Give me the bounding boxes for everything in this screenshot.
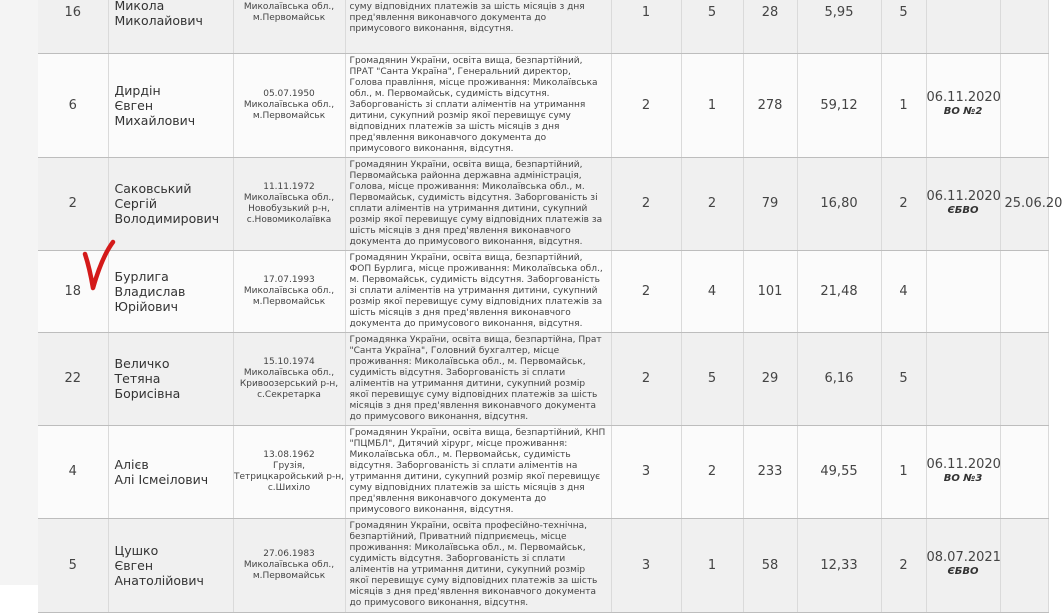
table-row (38, 53, 1048, 157)
candidate-name (108, 518, 233, 612)
date-value: 06.11.2020 (926, 188, 1001, 204)
value-a: 2 (611, 250, 681, 332)
value-e: 4 (881, 250, 926, 332)
birth-info-line: Миколаївська обл., (243, 192, 335, 203)
table-row (38, 518, 1048, 612)
date-note: ЄБВО (947, 204, 979, 216)
row-number: 6 (38, 53, 108, 157)
birth-info-line: Миколаївська обл., (243, 99, 335, 110)
birth-info-line: Грузія, Тетрицкаройський р-н, с.Шихіло (234, 460, 344, 493)
birth-info-line: Кривоозерський р-н, (239, 378, 339, 389)
date-value: 06.11.2020 (926, 456, 1001, 472)
birth-info-line: Новобузький р-н, (248, 203, 330, 214)
candidate-name (108, 53, 233, 157)
date-note: ЄБВО (947, 566, 979, 577)
row-number: 16 (38, 0, 108, 53)
birth-info-line: 13.08.1962 (263, 449, 315, 460)
birth-info-line: м.Первомайськ (252, 110, 326, 121)
candidate-name (108, 250, 233, 332)
candidate-name-part: Саковський (114, 181, 192, 196)
birth-info-line: м.Первомайськ (252, 570, 326, 581)
value-b: 1 (681, 53, 743, 157)
table-row (38, 157, 1048, 250)
value-b: 2 (681, 157, 743, 250)
value-votes: 79 (743, 157, 797, 250)
extra-date (1000, 0, 1048, 53)
value-b: 4 (681, 250, 743, 332)
candidate-name (108, 0, 233, 53)
candidate-name-part: Миколайович (114, 12, 203, 28)
birth-info-line: м.Первомайськ (252, 296, 326, 307)
value-b: 1 (681, 518, 743, 612)
candidate-name-part: Сергій (114, 196, 158, 211)
value-votes: 101 (743, 250, 797, 332)
candidate-name-part: Юрійович (114, 298, 179, 314)
value-b: 5 (681, 0, 743, 53)
candidate-description: Громадянин України, освіта вища, безпартійний, КНП "ПЦМБЛ", Дитячий хірург, місце проживання: Миколаївська обл., м. Первомайськ, судимість відсутня. Заборгованість зі сплати аліментів на утримання дитини, сукупний розмір якої перевищує суму відповідних платежів за шість місяців з дня пред'явлення виконавчого документа до примусового виконання, відсутня. (345, 425, 611, 518)
row-number: 4 (38, 425, 108, 518)
value-votes: 233 (743, 425, 797, 518)
candidate-name-part: Дирдін (114, 82, 161, 98)
value-b: 5 (681, 332, 743, 425)
birth-info-line: м.Первомайськ (252, 12, 326, 23)
value-e: 2 (881, 157, 926, 250)
candidates-table (38, 0, 1062, 613)
candidate-name-part: Євген (114, 97, 154, 113)
birth-info-line: с.Новомиколаївка (246, 214, 332, 225)
candidate-name-part: Алі Ісмеілович (114, 471, 209, 487)
birth-info (233, 332, 345, 425)
value-a: 2 (611, 157, 681, 250)
value-percent: 21,48 (797, 250, 881, 332)
birth-info (233, 0, 345, 53)
value-percent: 5,95 (797, 0, 881, 53)
left-margin-strip (0, 0, 39, 585)
candidate-description: суму відповідних платежів за шість місяців з дня пред'явлення виконавчого документа до примусового виконання, відсутня. (345, 0, 611, 53)
value-b: 2 (681, 425, 743, 518)
value-votes: 28 (743, 0, 797, 53)
value-percent: 6,16 (797, 332, 881, 425)
candidate-description: Громадянин України, освіта вища, безпартійний, Первомайська районна державна адміністрація, Голова, місце проживання: Миколаївська обл., м. Первомайськ, судимість відсутня. Заборгованість зі сплати аліментів на утримання дитини, сукупний розмір якої перевищує суму відповідних платежів за шість місяців з дня пред'явлення виконавчого документа до примусового виконання, відсутня. (345, 157, 611, 250)
candidate-name-part: Анатолійович (114, 572, 204, 588)
date-note: ВО №3 (943, 472, 983, 484)
candidate-name-part: Алієв (114, 456, 149, 472)
birth-info-line: 27.06.1983 (263, 548, 315, 559)
birth-info-line: 15.10.1974 (263, 356, 315, 367)
extra-date (1000, 518, 1048, 612)
table-row (38, 250, 1048, 332)
candidate-name (108, 425, 233, 518)
candidate-name-part: Величко (114, 356, 170, 371)
value-votes: 58 (743, 518, 797, 612)
date-value: 08.07.2021 (926, 550, 1001, 565)
candidate-description: Громадянин України, освіта професійно-технічна, безпартійний, Приватний підприємець, місце проживання: Миколаївська обл., м. Первомайськ, судимість відсутня. Заборгованість зі сплати аліментів на утримання дитини, сукупний розмір якої перевищує суму відповідних платежів за шість місяців з дня пред'явлення виконавчого документа до примусового виконання, відсутня. (345, 518, 611, 612)
candidate-name-part: Михайлович (114, 112, 196, 128)
value-e: 5 (881, 332, 926, 425)
birth-info-line: 05.07.1950 (263, 88, 315, 99)
birth-info-line: 17.07.1993 (263, 274, 315, 285)
table-body (38, 0, 1062, 612)
candidate-name-part: Микола (114, 0, 165, 13)
candidate-name-part: Владислав (114, 283, 186, 299)
value-votes: 278 (743, 53, 797, 157)
birth-info (233, 157, 345, 250)
value-votes: 29 (743, 332, 797, 425)
row-number: 22 (38, 332, 108, 425)
value-percent: 16,80 (797, 157, 881, 250)
birth-info-line: 11.11.1972 (263, 181, 315, 192)
birth-info-line: Миколаївська обл., (243, 285, 335, 296)
registration-date (926, 332, 1000, 425)
extra-date (1000, 250, 1048, 332)
value-percent: 12,33 (797, 518, 881, 612)
registration-date (926, 425, 1000, 518)
birth-info (233, 425, 345, 518)
row-number: 2 (38, 157, 108, 250)
registration-date (926, 0, 1000, 53)
value-a: 3 (611, 518, 681, 612)
registration-date (926, 250, 1000, 332)
extra-date (1000, 425, 1048, 518)
birth-info (233, 250, 345, 332)
value-a: 2 (611, 332, 681, 425)
row-number: 5 (38, 518, 108, 612)
value-e: 2 (881, 518, 926, 612)
candidate-name-part: Євген (114, 557, 154, 573)
candidate-description: Громадянка України, освіта вища, безпартійна, Прат "Санта Україна", Головний бухгалтер, місце проживання: Миколаївська обл., м. Первомайськ, судимість відсутня. Заборгованість зі сплати аліментів на утримання дитини, сукупний розмір якої перевищує суму відповідних платежів за шість місяців з дня пред'явлення виконавчого документа до примусового виконання, відсутня. (345, 332, 611, 425)
handwritten-check-mark-icon (82, 240, 122, 292)
date-value: 06.11.2020 (926, 90, 1001, 105)
value-a: 3 (611, 425, 681, 518)
candidate-name-part: Цушко (114, 542, 159, 558)
date-note: ВО №2 (943, 106, 983, 117)
candidate-name-part: Володимирович (114, 211, 220, 226)
birth-info-line: с.Секретарка (257, 389, 321, 400)
value-a: 1 (611, 0, 681, 53)
birth-info (233, 518, 345, 612)
value-e: 1 (881, 53, 926, 157)
value-percent: 49,55 (797, 425, 881, 518)
candidate-name (108, 157, 233, 250)
value-e: 1 (881, 425, 926, 518)
candidate-description: Громадянин України, освіта вища, безпартійний, ФОП Бурлига, місце проживання: Миколаївська обл., м. Первомайськ, судимість відсутня. Заборгованість зі сплати аліментів на утримання дитини, сукупний розмір якої перевищує суму відповідних платежів за шість місяців з дня пред'явлення виконавчого документа до примусового виконання, відсутня. (345, 250, 611, 332)
row-number: 18 (38, 250, 108, 332)
birth-info-line: Миколаївська обл., (243, 559, 335, 570)
candidate-name-part: Борисівна (114, 386, 181, 401)
extra-date (1000, 332, 1048, 425)
birth-info (233, 53, 345, 157)
table-row (38, 332, 1048, 425)
table-row (38, 425, 1048, 518)
value-a: 2 (611, 53, 681, 157)
value-e: 5 (881, 0, 926, 53)
registration-date (926, 157, 1000, 250)
value-percent: 59,12 (797, 53, 881, 157)
registration-date (926, 518, 1000, 612)
candidate-name-part: Бурлига (114, 268, 169, 284)
candidate-name (108, 332, 233, 425)
candidate-name-part: Тетяна (114, 371, 161, 386)
birth-info-line: Миколаївська обл., (243, 1, 335, 12)
table-row (38, 0, 1048, 53)
extra-date (1000, 53, 1048, 157)
birth-info-line: Миколаївська обл., (243, 367, 335, 378)
extra-date: 25.06.20 (1000, 157, 1048, 250)
registration-date (926, 53, 1000, 157)
candidate-description: Громадянин України, освіта вища, безпартійний, ПРАТ "Санта Україна", Генеральний директор, Голова правління, місце проживання: Миколаївська обл., м. Первомайськ, судимість відсутня. Заборгованість зі сплати аліментів на утримання дитини, сукупний розмір якої перевищує суму відповідних платежів за шість місяців з дня пред'явлення виконавчого документа до примусового виконання, відсутня. (345, 53, 611, 157)
